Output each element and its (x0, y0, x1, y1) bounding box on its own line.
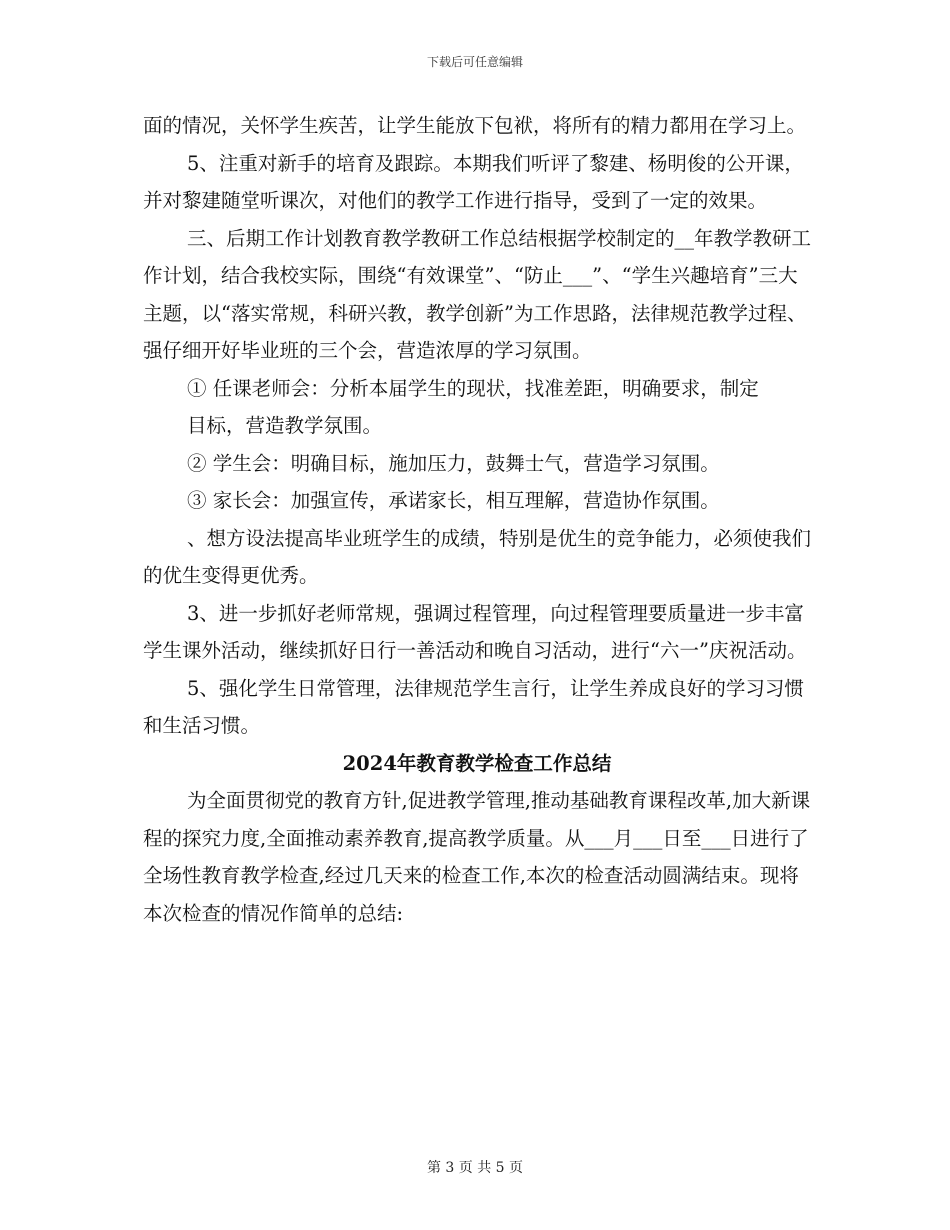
page-header: 下载后可任意编辑 (426, 55, 523, 69)
paragraph-1: 面的情况，关怀学生疾苦，让学生能放下包袱，将所有的精力都用在学习上。 (143, 114, 807, 137)
document-body (143, 107, 811, 932)
paragraph-2: 5、注重对新手的培育及跟踪。本期我们听评了黎建、杨明俊的公开课，并对黎建随堂听课次，对他们的教学工作进行指导，受到了一定的效果。 (143, 151, 804, 212)
paragraph-3: 三、后期工作计划教育教学教研工作总结根据学校制定的__年教学教研工作计划，结合我校实际，围绕“有效课堂”、“防止___”、“学生兴趣培育”三大主题，以“落实常规，科研兴教，教学创新”为工作思路，法律规范教学过程、强仔细开好毕业班的三个会，营造浓厚的学习氛围。 (143, 226, 812, 362)
meeting-item-1-continued: 目标，营造教学氛围。 (187, 414, 383, 437)
meeting-item-1: ① 任课老师会：分析本届学生的现状，找准差距，明确要求，制定 (187, 376, 759, 400)
section-title: 2024年教育教学检查工作总结 (342, 751, 612, 775)
meeting-item-3: ③ 家长会：加强宣传，承诺家长，相互理解，营造协作氛围。 (187, 489, 720, 512)
paragraph-4: 、想方设法提高毕业班学生的成绩，特别是优生的竞争能力，必须使我们的优生变得更优秀。 (143, 526, 812, 587)
section-paragraph: 为全面贯彻党的教育方针,促进教学管理,推动基础教育课程改革,加大新课程的探究力度,全面推动素养教育,提高教学质量。从___月___日至___日进行了全场性教育教学检查,经过几天来的检查工作,本次的检查活动圆满结束。现将本次检查的情况作简单的总结: (143, 789, 811, 925)
paragraph-6: 5、强化学生日常管理，法律规范学生言行，让学生养成良好的学习习惯和生活习惯。 (143, 676, 804, 737)
paragraph-5: 3、进一步抓好老师常规，强调过程管理，向过程管理要质量进一步丰富学生课外活动，继续抓好日行一善活动和晚自习活动，进行“六一”庆祝活动。 (143, 601, 807, 662)
page-footer: 第 3 页 共 5 页 (426, 1160, 524, 1176)
meeting-item-2: ② 学生会：明确目标，施加压力，鼓舞士气，营造学习氛围。 (187, 451, 720, 475)
